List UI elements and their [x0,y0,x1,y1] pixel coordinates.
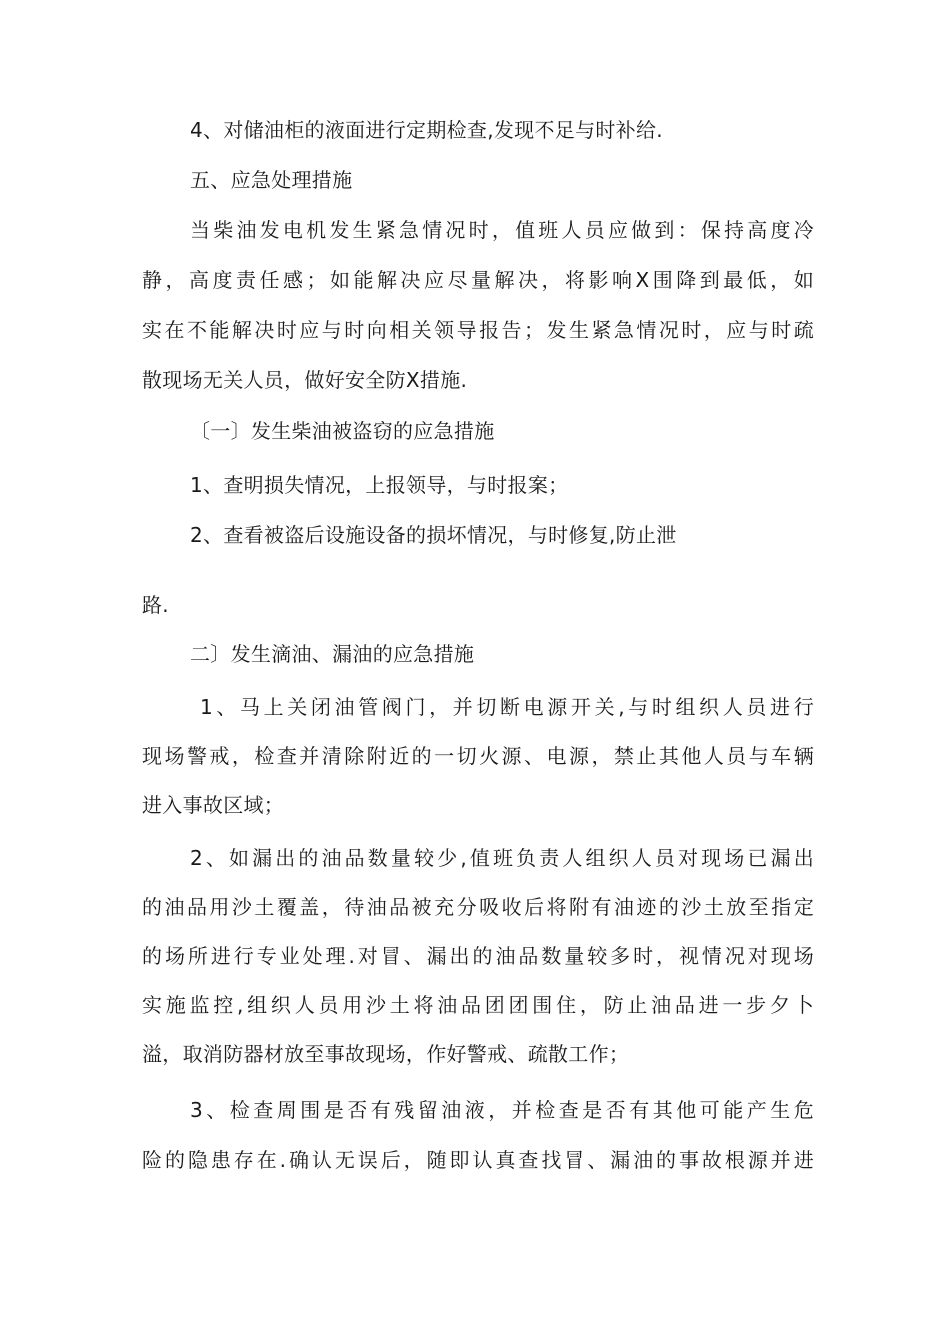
list-item-2-oil-leak: 2、如漏出的油品数量较少,值班负责人组织人员对现场已漏出 [190,846,814,870]
subsection-heading-theft: 〔一〕发生柴油被盗窃的应急措施 [190,419,495,443]
paragraph-line: 当柴油发电机发生紧急情况时，值班人员应做到：保持高度冷 [190,218,814,242]
section-heading-emergency-measures: 五、应急处理措施 [190,168,353,192]
paragraph-line: 散现场无关人员，做好安全防X措施. [142,368,468,392]
paragraph-line: 溢，取消防器材放至事故现场，作好警戒、疏散工作； [142,1042,630,1066]
paragraph-line: 的场所进行专业处理.对冒、漏出的油品数量较多时，视情况对现场 [142,944,814,968]
paragraph-line: 现场警戒，检查并清除附近的一切火源、电源，禁止其他人员与车辆 [142,744,814,768]
list-item-2-theft: 2、查看被盗后设施设备的损坏情况，与时修复,防止泄 [190,523,677,547]
paragraph-line: 的油品用沙土覆盖，待油品被充分吸收后将附有油迹的沙土放至指定 [142,895,814,919]
paragraph-line: 实在不能解决时应与时向相关领导报告；发生紧急情况时，应与时疏 [142,318,814,342]
paragraph-line: 险的隐患存在.确认无误后，随即认真查找冒、漏油的事故根源并进 [142,1148,814,1172]
list-item-3-oil-leak: 3、检查周围是否有残留油液，并检查是否有其他可能产生危 [190,1098,814,1122]
list-item-4-check-oil-level: 4、对储油柜的液面进行定期检查,发现不足与时补给. [190,118,663,142]
paragraph-line: 路. [142,593,169,617]
paragraph-line: 进入事故区域； [142,793,285,817]
list-item-1-theft: 1、查明损失情况，上报领导，与时报案； [190,473,569,497]
subsection-heading-oil-leak: 二〕发生滴油、漏油的应急措施 [190,642,475,666]
paragraph-line: 实施监控,组织人员用沙土将油品团团围住，防止油品进一步夕卜 [142,993,814,1017]
paragraph-line: 静，高度责任感；如能解决应尽量解决，将影响X围降到最低，如 [142,268,814,292]
list-item-1-oil-leak: 1、马上关闭油管阀门，并切断电源开关,与时组织人员进行 [200,695,814,719]
